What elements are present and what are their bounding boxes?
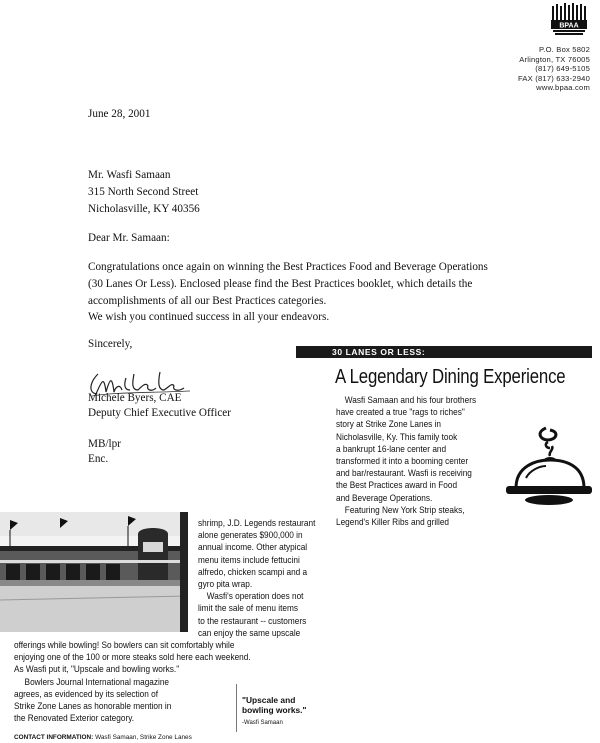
paragraph-line: Congratulations once again on winning the Best Practices Food and Beverage Operations bbox=[88, 261, 488, 273]
article-line: the Best Practices award in Food bbox=[336, 479, 458, 491]
pull-quote-attribution: -Wasfi Samaan bbox=[242, 720, 283, 726]
paragraph-wishes: We wish you continued success in all your endeavors. bbox=[88, 311, 330, 323]
article-line: and bar/restaurant. Wasfi is receiving bbox=[336, 467, 472, 479]
article-line: gyro pita wrap. bbox=[198, 578, 253, 590]
article-line: limit the sale of menu items bbox=[198, 602, 298, 614]
article-line: have created a true "rags to riches" bbox=[336, 406, 465, 418]
article-line: As Wasfi put it, "Upscale and bowling works." bbox=[14, 663, 180, 675]
article-line: alone generates $900,000 in bbox=[198, 529, 303, 541]
pull-quote bbox=[242, 695, 306, 728]
pull-quote-line: "Upscale and bbox=[242, 695, 296, 705]
signer-title: Deputy Chief Executive Officer bbox=[88, 407, 232, 419]
contact-text: Wasfi Samaan, Strike Zone Lanes bbox=[95, 734, 192, 741]
article-line: shrimp, J.D. Legends restaurant bbox=[198, 517, 316, 528]
address-line: Arlington, TX 76005 bbox=[519, 54, 590, 64]
article-line: and Beverage Operations. bbox=[336, 491, 433, 503]
paragraph-line: (30 Lanes Or Less). Enclosed please find the Best Practices booklet, which details the bbox=[88, 278, 473, 290]
article-line: story at Strike Zone Lanes in bbox=[336, 418, 442, 430]
article-line: menu items include fettucini bbox=[198, 553, 300, 565]
enclosure-note: Enc. bbox=[88, 453, 109, 465]
pull-quote-line: bowling works." bbox=[242, 705, 307, 715]
article-line: enjoying one of the 100 or more steaks sold here each weekend. bbox=[14, 651, 251, 663]
article-line: Featuring New York Strip steaks, bbox=[344, 503, 465, 515]
category-banner: 30 LANES OR LESS: bbox=[296, 346, 592, 358]
article-line: offerings while bowling! So bowlers can sit comfortably while bbox=[14, 639, 235, 650]
pull-quote-rule bbox=[236, 684, 237, 732]
salutation: Dear Mr. Samaan: bbox=[88, 232, 170, 244]
article-line: annual income. Other atypical bbox=[198, 541, 308, 553]
article-column-left-top bbox=[198, 517, 315, 639]
article-line: transformed it into a booming center bbox=[336, 455, 469, 467]
closing: Sincerely, bbox=[88, 338, 133, 350]
article-line: the Renovated Exterior category. bbox=[14, 712, 134, 724]
article-line: can enjoy the same upscale bbox=[198, 626, 301, 638]
covered-dish-illustration bbox=[500, 420, 596, 512]
svg-text:BPAA: BPAA bbox=[559, 22, 579, 30]
article-line: a bankrupt 16-lane center and bbox=[336, 442, 447, 454]
typist-initials: MB/lpr bbox=[88, 438, 121, 450]
recipient-street: 315 North Second Street bbox=[88, 186, 199, 198]
website-line: www.bpaa.com bbox=[536, 83, 590, 93]
signature-block bbox=[88, 391, 231, 421]
article-line: Legend's Killer Ribs and grilled bbox=[336, 516, 450, 528]
article-line: Strike Zone Lanes as honorable mention in bbox=[14, 700, 172, 712]
contact-label: CONTACT INFORMATION: bbox=[14, 734, 94, 741]
bpaa-logo bbox=[548, 2, 590, 38]
letterhead-address bbox=[430, 45, 590, 93]
article-line: Bowlers Journal International magazine bbox=[24, 675, 170, 687]
paragraph-line: accomplishments of all our Best Practices categories. bbox=[88, 295, 327, 307]
article-line: Wasfi Samaan and his four brothers bbox=[344, 394, 477, 405]
article-column-right bbox=[336, 394, 476, 528]
article-line: Wasfi's operation does not bbox=[206, 590, 304, 602]
recipient-address bbox=[88, 167, 200, 218]
phone-line: (817) 649-5105 bbox=[535, 64, 590, 74]
signer-name: Michele Byers, CAE bbox=[88, 392, 182, 404]
reference-block bbox=[88, 437, 121, 467]
letter-date: June 28, 2001 bbox=[88, 108, 151, 120]
article-column-left-bottom bbox=[14, 639, 251, 724]
article-line: agrees, as evidenced by its selection of bbox=[14, 687, 159, 699]
bowling-center-photo bbox=[0, 512, 188, 632]
article-line: Nicholasville, Ky. This family took bbox=[336, 430, 458, 442]
recipient-name: Mr. Wasfi Samaan bbox=[88, 169, 171, 181]
paragraph-congratulations bbox=[88, 259, 488, 310]
article-line: to the restaurant -- customers bbox=[198, 614, 307, 626]
address-line: P.O. Box 5802 bbox=[538, 45, 590, 54]
article-headline: A Legendary Dining Experience bbox=[335, 366, 566, 388]
recipient-city: Nicholasville, KY 40356 bbox=[88, 203, 200, 215]
fax-line: FAX (817) 633-2940 bbox=[518, 73, 590, 83]
contact-information bbox=[14, 734, 192, 741]
article-line: alfredo, chicken scampi and a bbox=[198, 565, 308, 577]
